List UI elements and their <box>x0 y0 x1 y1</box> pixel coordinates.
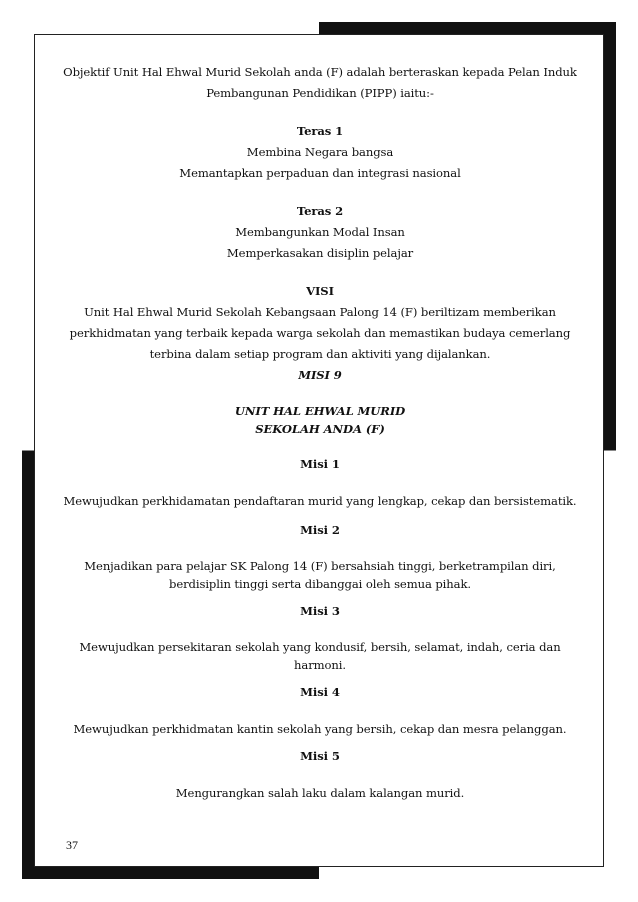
misi-school-title: SEKOLAH ANDA (F) <box>255 422 385 436</box>
misi-5-heading: Misi 5 <box>300 749 340 763</box>
misi-title: MISI 9 <box>298 368 342 382</box>
misi-unit-title: UNIT HAL EHWAL MURID <box>234 404 406 418</box>
intro-line-2: Pembangunan Pendidikan (PIPP) iaitu:- <box>206 86 434 100</box>
intro-line-1: Objektif Unit Hal Ehwal Murid Sekolah anda (F) adalah berteraskan kepada Pelan Induk <box>63 65 577 79</box>
teras-2-heading: Teras 2 <box>296 204 344 218</box>
misi-5-text: Mengurangkan salah laku dalam kalangan murid. <box>175 786 465 800</box>
teras-1-heading: Teras 1 <box>296 124 344 138</box>
teras-1-line-2: Memantapkan perpaduan dan integrasi nasional <box>179 166 461 180</box>
misi-2-heading: Misi 2 <box>300 523 340 537</box>
visi-heading: VISI <box>306 284 334 298</box>
misi-3-heading: Misi 3 <box>300 604 340 618</box>
visi-line-1: Unit Hal Ehwal Murid Sekolah Kebangsaan Palong 14 (F) beriltizam memberikan <box>84 305 556 319</box>
page-content <box>60 62 580 804</box>
misi-4-text: Mewujudkan perkhidmatan kantin sekolah yang bersih, cekap dan mesra pelanggan. <box>73 722 567 736</box>
misi-2-text-line-1: Menjadikan para pelajar SK Palong 14 (F) bersahsiah tinggi, berketrampilan diri, <box>84 559 556 573</box>
misi-3-text-line-1: Mewujudkan persekitaran sekolah yang kondusif, bersih, selamat, indah, ceria dan <box>79 640 561 654</box>
misi-3-text-line-2: harmoni. <box>294 658 346 672</box>
visi-line-3: terbina dalam setiap program dan aktiviti yang dijalankan. <box>149 347 491 361</box>
misi-4-heading: Misi 4 <box>300 685 340 699</box>
visi-line-2: perkhidmatan yang terbaik kepada warga sekolah dan memastikan budaya cemerlang <box>69 326 571 340</box>
teras-2-line-2: Memperkasakan disiplin pelajar <box>226 246 414 260</box>
misi-1-text: Mewujudkan perkhidamatan pendaftaran murid yang lengkap, cekap dan bersistematik. <box>63 494 577 508</box>
misi-2-text-line-2: berdisiplin tinggi serta dibanggai oleh semua pihak. <box>169 577 471 591</box>
teras-2-line-1: Membangunkan Modal Insan <box>235 225 405 239</box>
teras-1-line-1: Membina Negara bangsa <box>246 145 394 159</box>
page-number: 37 <box>66 838 78 852</box>
misi-1-heading: Misi 1 <box>300 457 340 471</box>
